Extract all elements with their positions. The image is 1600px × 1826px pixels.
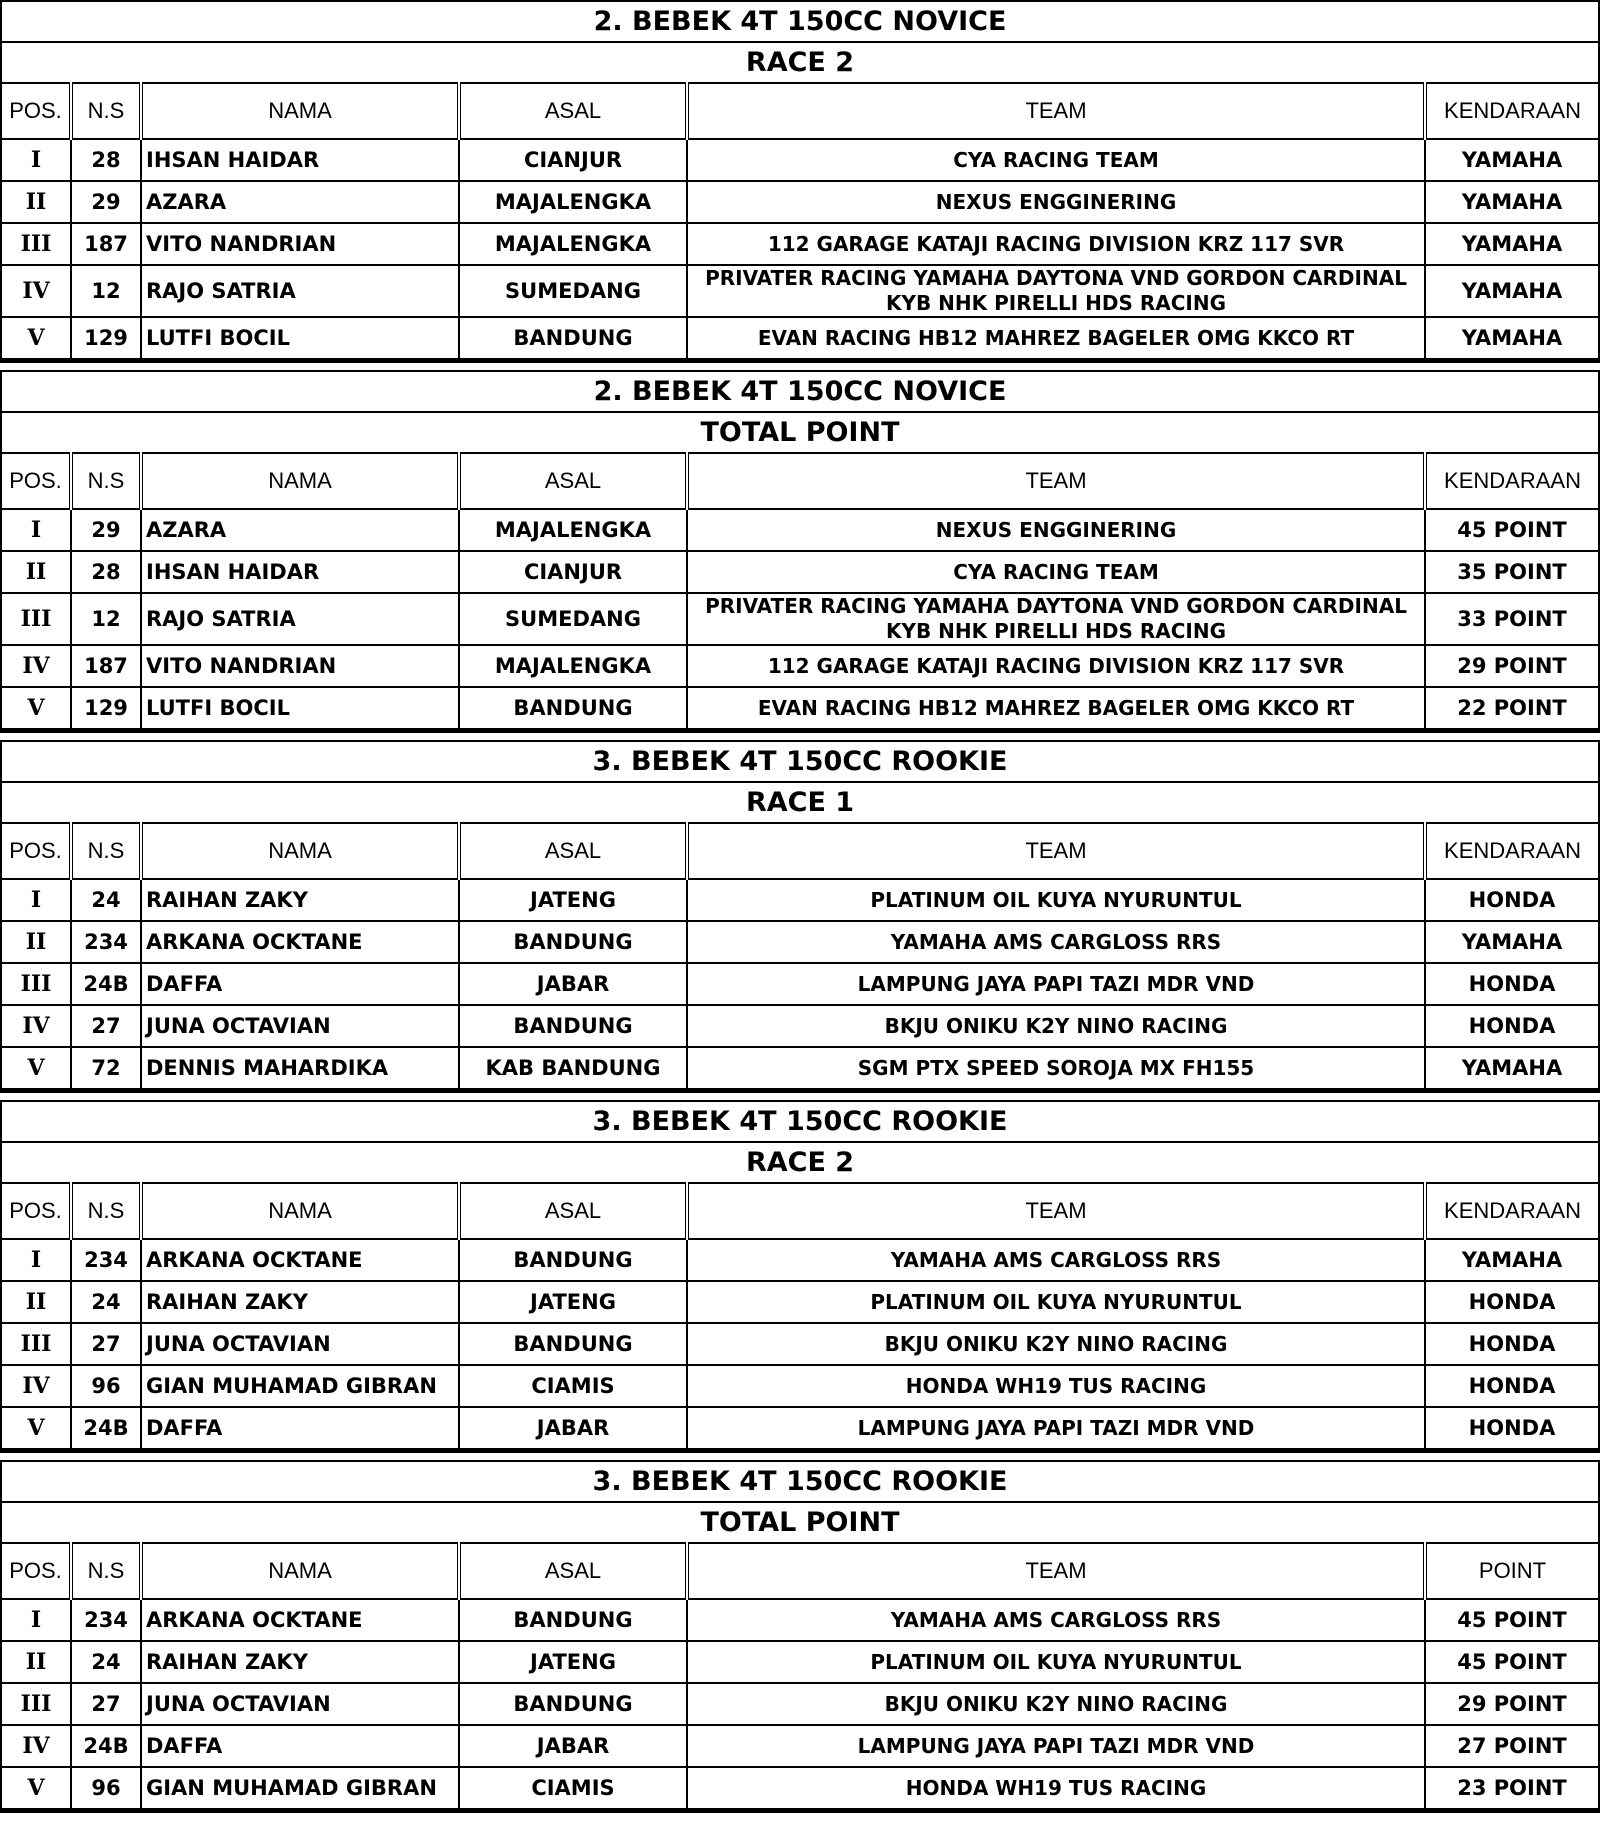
column-header-nama: NAMA — [141, 1543, 459, 1599]
start-number-cell: 24B — [71, 1407, 141, 1449]
position-cell: I — [1, 1239, 71, 1281]
column-header-row — [1, 1183, 1599, 1239]
column-header-asal: ASAL — [459, 1543, 687, 1599]
rider-name-cell: LUTFI BOCIL — [141, 317, 459, 359]
position-cell: V — [1, 317, 71, 359]
origin-cell: BANDUNG — [459, 921, 687, 963]
team-cell: PLATINUM OIL KUYA NYURUNTUL — [687, 1641, 1425, 1683]
origin-cell: SUMEDANG — [459, 265, 687, 317]
rider-name-cell: JUNA OCTAVIAN — [141, 1683, 459, 1725]
start-number-cell: 24 — [71, 1641, 141, 1683]
vehicle-cell: 35 POINT — [1425, 551, 1599, 593]
rider-name-cell: DAFFA — [141, 1407, 459, 1449]
table-row — [1, 1725, 1599, 1767]
rider-name-cell: GIAN MUHAMAD GIBRAN — [141, 1365, 459, 1407]
column-header-last: KENDARAAN — [1425, 83, 1599, 139]
vehicle-cell: YAMAHA — [1425, 223, 1599, 265]
session-title: RACE 2 — [1, 1142, 1599, 1183]
table-row — [1, 1599, 1599, 1641]
team-cell: 112 GARAGE KATAJI RACING DIVISION KRZ 117 SVR — [687, 223, 1425, 265]
vehicle-cell: YAMAHA — [1425, 181, 1599, 223]
table-row — [1, 223, 1599, 265]
column-header-row — [1, 823, 1599, 879]
origin-cell: CIANJUR — [459, 551, 687, 593]
team-cell: PLATINUM OIL KUYA NYURUNTUL — [687, 1281, 1425, 1323]
position-cell: I — [1, 139, 71, 181]
origin-cell: JABAR — [459, 1407, 687, 1449]
vehicle-cell: YAMAHA — [1425, 1239, 1599, 1281]
table-row — [1, 1767, 1599, 1809]
start-number-cell: 24 — [71, 879, 141, 921]
point-cell: 23 POINT — [1425, 1767, 1599, 1809]
start-number-cell: 12 — [71, 593, 141, 645]
column-header-team: TEAM — [687, 83, 1425, 139]
vehicle-cell: 22 POINT — [1425, 687, 1599, 729]
column-header-ns: N.S — [71, 823, 141, 879]
team-cell: 112 GARAGE KATAJI RACING DIVISION KRZ 117 SVR — [687, 645, 1425, 687]
origin-cell: BANDUNG — [459, 1005, 687, 1047]
team-cell: HONDA WH19 TUS RACING — [687, 1365, 1425, 1407]
team-cell: CYA RACING TEAM — [687, 551, 1425, 593]
column-header-row — [1, 83, 1599, 139]
position-cell: IV — [1, 1725, 71, 1767]
position-cell: I — [1, 879, 71, 921]
team-cell: HONDA WH19 TUS RACING — [687, 1767, 1425, 1809]
rider-name-cell: LUTFI BOCIL — [141, 687, 459, 729]
position-cell: II — [1, 1641, 71, 1683]
team-cell: LAMPUNG JAYA PAPI TAZI MDR VND — [687, 1725, 1425, 1767]
table-row — [1, 1005, 1599, 1047]
start-number-cell: 28 — [71, 139, 141, 181]
column-header-asal: ASAL — [459, 453, 687, 509]
result-section — [0, 740, 1600, 1093]
origin-cell: KAB BANDUNG — [459, 1047, 687, 1089]
vehicle-cell: YAMAHA — [1425, 921, 1599, 963]
position-cell: III — [1, 223, 71, 265]
position-cell: II — [1, 551, 71, 593]
vehicle-cell: YAMAHA — [1425, 139, 1599, 181]
column-header-team: TEAM — [687, 823, 1425, 879]
rider-name-cell: JUNA OCTAVIAN — [141, 1323, 459, 1365]
position-cell: III — [1, 1683, 71, 1725]
origin-cell: CIAMIS — [459, 1767, 687, 1809]
vehicle-cell: HONDA — [1425, 963, 1599, 1005]
table-row — [1, 1641, 1599, 1683]
vehicle-cell: YAMAHA — [1425, 265, 1599, 317]
position-cell: III — [1, 963, 71, 1005]
start-number-cell: 12 — [71, 265, 141, 317]
origin-cell: JATENG — [459, 1281, 687, 1323]
class-title: 2. BEBEK 4T 150CC NOVICE — [1, 1, 1599, 42]
session-title: RACE 1 — [1, 782, 1599, 823]
class-title: 3. BEBEK 4T 150CC ROOKIE — [1, 1101, 1599, 1142]
position-cell: II — [1, 181, 71, 223]
position-cell: IV — [1, 645, 71, 687]
origin-cell: SUMEDANG — [459, 593, 687, 645]
start-number-cell: 27 — [71, 1683, 141, 1725]
rider-name-cell: RAIHAN ZAKY — [141, 1281, 459, 1323]
table-row — [1, 139, 1599, 181]
start-number-cell: 29 — [71, 509, 141, 551]
rider-name-cell: DENNIS MAHARDIKA — [141, 1047, 459, 1089]
vehicle-cell: HONDA — [1425, 1281, 1599, 1323]
origin-cell: MAJALENGKA — [459, 645, 687, 687]
table-row — [1, 1683, 1599, 1725]
column-header-row — [1, 453, 1599, 509]
rider-name-cell: DAFFA — [141, 963, 459, 1005]
vehicle-cell: 45 POINT — [1425, 509, 1599, 551]
column-header-asal: ASAL — [459, 823, 687, 879]
rider-name-cell: IHSAN HAIDAR — [141, 139, 459, 181]
result-section — [0, 1100, 1600, 1453]
origin-cell: BANDUNG — [459, 1239, 687, 1281]
column-header-nama: NAMA — [141, 83, 459, 139]
column-header-pos: POS. — [1, 1183, 71, 1239]
vehicle-cell: HONDA — [1425, 1365, 1599, 1407]
rider-name-cell: VITO NANDRIAN — [141, 223, 459, 265]
team-cell: SGM PTX SPEED SOROJA MX FH155 — [687, 1047, 1425, 1089]
point-cell: 27 POINT — [1425, 1725, 1599, 1767]
team-cell: YAMAHA AMS CARGLOSS RRS — [687, 921, 1425, 963]
class-title: 3. BEBEK 4T 150CC ROOKIE — [1, 1461, 1599, 1502]
column-header-nama: NAMA — [141, 823, 459, 879]
start-number-cell: 187 — [71, 645, 141, 687]
origin-cell: BANDUNG — [459, 687, 687, 729]
result-table — [0, 1100, 1600, 1450]
position-cell: II — [1, 1281, 71, 1323]
start-number-cell: 24B — [71, 963, 141, 1005]
column-header-ns: N.S — [71, 1183, 141, 1239]
vehicle-cell: 29 POINT — [1425, 645, 1599, 687]
class-title: 2. BEBEK 4T 150CC NOVICE — [1, 371, 1599, 412]
table-row — [1, 1281, 1599, 1323]
rider-name-cell: VITO NANDRIAN — [141, 645, 459, 687]
start-number-cell: 27 — [71, 1005, 141, 1047]
team-cell: BKJU ONIKU K2Y NINO RACING — [687, 1323, 1425, 1365]
start-number-cell: 29 — [71, 181, 141, 223]
vehicle-cell: YAMAHA — [1425, 1047, 1599, 1089]
team-cell: EVAN RACING HB12 MAHREZ BAGELER OMG KKCO RT — [687, 317, 1425, 359]
team-cell: CYA RACING TEAM — [687, 139, 1425, 181]
team-cell: BKJU ONIKU K2Y NINO RACING — [687, 1683, 1425, 1725]
column-header-last: POINT — [1425, 1543, 1599, 1599]
team-cell: LAMPUNG JAYA PAPI TAZI MDR VND — [687, 963, 1425, 1005]
team-cell: LAMPUNG JAYA PAPI TAZI MDR VND — [687, 1407, 1425, 1449]
position-cell: V — [1, 1767, 71, 1809]
start-number-cell: 24 — [71, 1281, 141, 1323]
table-row — [1, 645, 1599, 687]
point-cell: 45 POINT — [1425, 1599, 1599, 1641]
origin-cell: MAJALENGKA — [459, 509, 687, 551]
column-header-pos: POS. — [1, 453, 71, 509]
point-cell: 29 POINT — [1425, 1683, 1599, 1725]
table-row — [1, 879, 1599, 921]
rider-name-cell: ARKANA OCKTANE — [141, 1239, 459, 1281]
origin-cell: JABAR — [459, 963, 687, 1005]
table-row — [1, 593, 1599, 645]
origin-cell: JABAR — [459, 1725, 687, 1767]
origin-cell: CIAMIS — [459, 1365, 687, 1407]
origin-cell: BANDUNG — [459, 317, 687, 359]
team-cell: NEXUS ENGGINERING — [687, 181, 1425, 223]
result-section — [0, 0, 1600, 363]
column-header-nama: NAMA — [141, 1183, 459, 1239]
rider-name-cell: ARKANA OCKTANE — [141, 1599, 459, 1641]
team-cell: NEXUS ENGGINERING — [687, 509, 1425, 551]
start-number-cell: 96 — [71, 1365, 141, 1407]
start-number-cell: 187 — [71, 223, 141, 265]
start-number-cell: 129 — [71, 687, 141, 729]
start-number-cell: 234 — [71, 1239, 141, 1281]
table-row — [1, 265, 1599, 317]
start-number-cell: 24B — [71, 1725, 141, 1767]
column-header-last: KENDARAAN — [1425, 823, 1599, 879]
result-section — [0, 1460, 1600, 1813]
session-title: TOTAL POINT — [1, 412, 1599, 453]
origin-cell: MAJALENGKA — [459, 223, 687, 265]
origin-cell: JATENG — [459, 1641, 687, 1683]
team-cell: PRIVATER RACING YAMAHA DAYTONA VND GORDON CARDINAL KYB NHK PIRELLI HDS RACING — [687, 265, 1425, 317]
start-number-cell: 72 — [71, 1047, 141, 1089]
column-header-pos: POS. — [1, 823, 71, 879]
column-header-ns: N.S — [71, 83, 141, 139]
result-section — [0, 370, 1600, 733]
rider-name-cell: RAIHAN ZAKY — [141, 1641, 459, 1683]
rider-name-cell: AZARA — [141, 181, 459, 223]
origin-cell: BANDUNG — [459, 1599, 687, 1641]
column-header-row — [1, 1543, 1599, 1599]
rider-name-cell: RAJO SATRIA — [141, 593, 459, 645]
table-row — [1, 181, 1599, 223]
position-cell: I — [1, 1599, 71, 1641]
team-cell: PRIVATER RACING YAMAHA DAYTONA VND GORDON CARDINAL KYB NHK PIRELLI HDS RACING — [687, 593, 1425, 645]
table-row — [1, 1323, 1599, 1365]
start-number-cell: 27 — [71, 1323, 141, 1365]
table-row — [1, 551, 1599, 593]
result-table — [0, 370, 1600, 730]
rider-name-cell: ARKANA OCKTANE — [141, 921, 459, 963]
position-cell: V — [1, 1047, 71, 1089]
table-row — [1, 317, 1599, 359]
position-cell: II — [1, 921, 71, 963]
rider-name-cell: RAJO SATRIA — [141, 265, 459, 317]
column-header-last: KENDARAAN — [1425, 1183, 1599, 1239]
result-table — [0, 0, 1600, 360]
table-row — [1, 921, 1599, 963]
table-row — [1, 1365, 1599, 1407]
origin-cell: BANDUNG — [459, 1323, 687, 1365]
position-cell: III — [1, 1323, 71, 1365]
column-header-pos: POS. — [1, 83, 71, 139]
start-number-cell: 234 — [71, 921, 141, 963]
table-row — [1, 687, 1599, 729]
table-row — [1, 963, 1599, 1005]
session-title: TOTAL POINT — [1, 1502, 1599, 1543]
position-cell: V — [1, 1407, 71, 1449]
column-header-asal: ASAL — [459, 1183, 687, 1239]
column-header-asal: ASAL — [459, 83, 687, 139]
vehicle-cell: 33 POINT — [1425, 593, 1599, 645]
vehicle-cell: HONDA — [1425, 1005, 1599, 1047]
class-title: 3. BEBEK 4T 150CC ROOKIE — [1, 741, 1599, 782]
table-row — [1, 1239, 1599, 1281]
column-header-last: KENDARAAN — [1425, 453, 1599, 509]
team-cell: BKJU ONIKU K2Y NINO RACING — [687, 1005, 1425, 1047]
column-header-team: TEAM — [687, 1543, 1425, 1599]
column-header-team: TEAM — [687, 453, 1425, 509]
rider-name-cell: GIAN MUHAMAD GIBRAN — [141, 1767, 459, 1809]
rider-name-cell: AZARA — [141, 509, 459, 551]
team-cell: EVAN RACING HB12 MAHREZ BAGELER OMG KKCO RT — [687, 687, 1425, 729]
origin-cell: JATENG — [459, 879, 687, 921]
team-cell: YAMAHA AMS CARGLOSS RRS — [687, 1599, 1425, 1641]
rider-name-cell: IHSAN HAIDAR — [141, 551, 459, 593]
column-header-team: TEAM — [687, 1183, 1425, 1239]
session-title: RACE 2 — [1, 42, 1599, 83]
start-number-cell: 28 — [71, 551, 141, 593]
vehicle-cell: YAMAHA — [1425, 317, 1599, 359]
vehicle-cell: HONDA — [1425, 1323, 1599, 1365]
position-cell: IV — [1, 1365, 71, 1407]
start-number-cell: 96 — [71, 1767, 141, 1809]
result-table — [0, 740, 1600, 1090]
column-header-nama: NAMA — [141, 453, 459, 509]
origin-cell: MAJALENGKA — [459, 181, 687, 223]
position-cell: V — [1, 687, 71, 729]
origin-cell: BANDUNG — [459, 1683, 687, 1725]
position-cell: IV — [1, 265, 71, 317]
column-header-pos: POS. — [1, 1543, 71, 1599]
result-table — [0, 1460, 1600, 1810]
team-cell: YAMAHA AMS CARGLOSS RRS — [687, 1239, 1425, 1281]
column-header-ns: N.S — [71, 1543, 141, 1599]
position-cell: I — [1, 509, 71, 551]
position-cell: III — [1, 593, 71, 645]
vehicle-cell: HONDA — [1425, 1407, 1599, 1449]
position-cell: IV — [1, 1005, 71, 1047]
start-number-cell: 129 — [71, 317, 141, 359]
table-row — [1, 1047, 1599, 1089]
rider-name-cell: JUNA OCTAVIAN — [141, 1005, 459, 1047]
origin-cell: CIANJUR — [459, 139, 687, 181]
rider-name-cell: DAFFA — [141, 1725, 459, 1767]
table-row — [1, 509, 1599, 551]
table-row — [1, 1407, 1599, 1449]
team-cell: PLATINUM OIL KUYA NYURUNTUL — [687, 879, 1425, 921]
column-header-ns: N.S — [71, 453, 141, 509]
rider-name-cell: RAIHAN ZAKY — [141, 879, 459, 921]
start-number-cell: 234 — [71, 1599, 141, 1641]
vehicle-cell: HONDA — [1425, 879, 1599, 921]
point-cell: 45 POINT — [1425, 1641, 1599, 1683]
